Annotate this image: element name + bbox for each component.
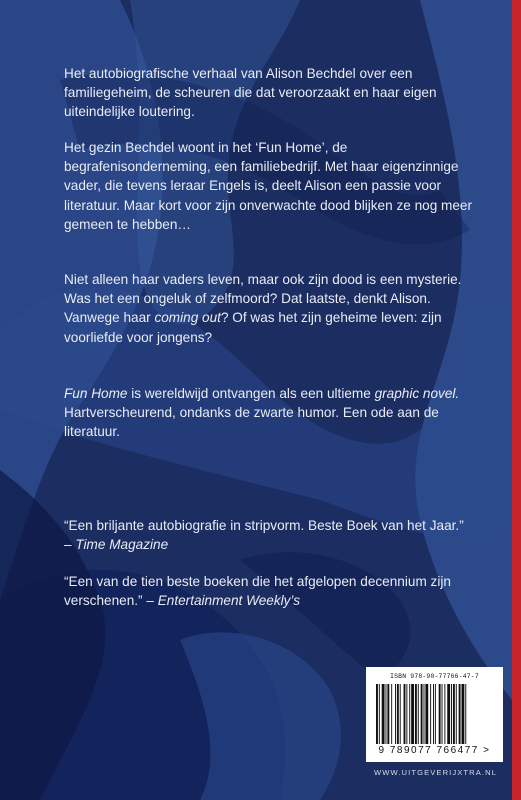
blurb-paragraph-1 — [64, 64, 474, 122]
blurb-paragraph-4-emphasis: graphic novel. — [374, 386, 460, 401]
blurb-paragraph-2-text: Het gezin Bechdel woont in het ‘Fun Home’, de begrafenisonderneming, een familiebedrijf. Met haar eigenzinnige vader, die tevens leraar Engels is, deelt Alison een passie voor literatuur. Maar kort voor zijn onverwachte dood blijken ze nog meer gemeen te hebben… — [64, 140, 473, 232]
barcode-box — [366, 667, 503, 762]
blurb-paragraph-4-text-a: is wereldwijd ontvangen als een ultieme — [127, 386, 375, 401]
quote-entertainment-weekly — [64, 572, 474, 610]
quote-1-source: Time Magazine — [75, 537, 169, 553]
barcode-bars — [374, 684, 495, 746]
blurb-paragraph-3-text-a: Niet alleen haar vaders leven, maar ook zijn dood is een mysterie. Was het een ongeluk of zelfmoord? Dat laatste, denkt Alison. Vanwege haar — [64, 272, 462, 326]
barcode-digits: 9 789077 766477 > — [378, 745, 491, 756]
blurb-paragraph-4 — [64, 384, 474, 442]
red-spine-edge — [512, 0, 521, 800]
quote-1-text: “Een briljante autobiografie in stripvorm. Beste Boek van het Jaar.” – — [64, 518, 464, 553]
blurb-paragraph-2 — [64, 138, 474, 234]
blurb-paragraph-3-emphasis: coming out — [154, 310, 221, 326]
blurb-paragraph-1-text: Het autobiografische verhaal van Alison Bechdel over een familiegeheim, de scheuren die dat veroorzaakt en haar eigen uiteindelijke loutering. — [64, 66, 437, 120]
quote-2-source: Entertainment Weekly’s — [157, 593, 300, 609]
blurb-paragraph-3 — [64, 270, 474, 347]
quote-time-magazine — [64, 516, 474, 554]
blurb-paragraph-4-title: Fun Home — [64, 386, 128, 401]
quote-2-text: “Een van de tien beste boeken die het afgelopen decennium zijn verschenen.” – — [64, 574, 451, 609]
isbn-label: ISBN 978-90-77766-47-7 — [390, 673, 479, 680]
blurb-paragraph-4-text-b: Hartverscheurend, ondanks de zwarte humor. Een ode aan de literatuur. — [64, 405, 439, 440]
publisher-website: WWW.UITGEVERIJXTRA.NL — [373, 768, 498, 777]
blurb-paragraph-3-text-b: ? Of was het zijn geheime leven: zijn voorliefde voor jongens? — [64, 310, 442, 345]
